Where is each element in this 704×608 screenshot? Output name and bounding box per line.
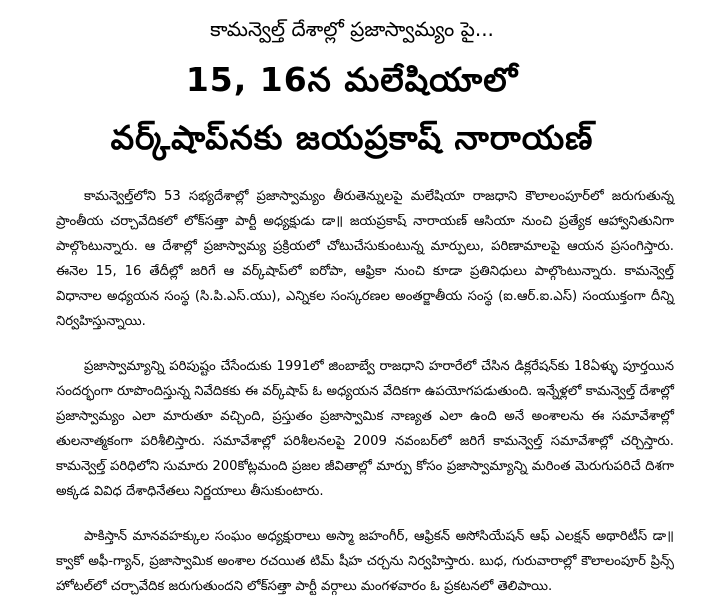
article-body bbox=[56, 184, 674, 599]
paragraph-3: పాకిస్తాన్ మానవహక్కుల సంఘం అధ్యక్షురాలు అస్మా జహంగీర్, ఆఫ్రికన్ అసోసియేషన్ ఆఫ్ ఎలక్షన్ అథారిటీస్ డా॥ క్వాకో అఫీ-గ్యాన్, ప్రజాస్వామిక అంశాల రచయిత టిమ్ షీహ చర్చను నిర్వహిస్తారు. బుధ, గురువారాల్లో కౌలాలంపూర్ ప్రిన్స్ హోటల్‌లో చర్చావేదిక జరుగుతుందని లోక్‌సత్తా పార్టీ వర్గాలు మంగళవారం ఓ ప్రకటనలో తెలిపాయి. bbox=[56, 529, 674, 594]
article-kicker: కామన్వెల్త్ దేశాల్లో ప్రజాస్వామ్యం పై... bbox=[210, 17, 494, 41]
headline-line-2: వర్క్‌షాప్‌నకు జయప్రకాష్ నారాయణ్ bbox=[110, 118, 594, 157]
paragraph-2: ప్రజాస్వామ్యాన్ని పరిపుష్టం చేసేందుకు 1991లో జింబాబ్వే రాజధాని హరారేలో చేసిన డిక్లరేషన్‌కు 18ఏళ్ళు పూర్తయిన సందర్భంగా రూపొందిస్తున్న నివేదికకు ఈ వర్క్‌షాప్ ఓ అధ్యయన వేదికగా ఉపయోగపడుతుంది. ఇన్నేళ్లలో కామన్వెల్త్ దేశాల్లో ప్రజాస్వామ్యం ఎలా మారుతూ వచ్చింది, ప్రస్తుతం ప్రజాస్వామిక నాణ్యత ఎలా ఉంది అనే అంశాలను ఈ సమావేశాల్లో తులనాత్మకంగా పరిశీలిస్తారు. సమావేశాల్లో పరిశీలనలపై 2009 నవంబర్‌లో జరిగే కామన్వెల్త్ సమావేశాల్లో చర్చిస్తారు. కామన్వెల్త్ పరిధిలోని సుమారు 200కోట్లమంది ప్రజల జీవితాల్లో మార్పు కోసం ప్రజాస్వామ్యాన్ని మరింత మెరుగుపరిచే దిశగా అక్కడ వివిధ దేశాధినేతలు నిర్ణయాలు తీసుకుంటారు. bbox=[56, 359, 674, 499]
paragraph-1: కామన్వెల్త్‌లోని 53 సభ్యదేశాల్లో ప్రజాస్వామ్యం తీరుతెన్నులపై మలేషియా రాజధాని కౌలాలంపూర్‌లో జరుగుతున్న ప్రాంతీయ చర్చావేదికలో లోక్‌సత్తా పార్టీ అధ్యక్షుడు డా॥ జయప్రకాష్ నారాయణ్ ఆసియా నుంచి ప్రత్యేక ఆహ్వానితునిగా పాల్గొంటున్నారు. ఆ దేశాల్లో ప్రజాస్వామ్య ప్రక్రియలో చోటుచేసుకుంటున్న మార్పులు, పరిణామాలపై ఆయన ప్రసంగిస్తారు. ఈనెల 15, 16 తేదీల్లో జరిగే ఆ వర్క్‌షాప్‌లో ఐరోపా, ఆఫ్రికా నుంచి కూడా ప్రతినిధులు పాల్గొంటున్నారు. కామన్వెల్త్ విధానాల అధ్యయన సంస్థ (సి.పి.ఎస్.యు), ఎన్నికల సంస్కరణల అంతర్జాతీయ సంస్థ (ఐ.ఆర్.ఐ.ఎస్) సంయుక్తంగా దీన్ని నిర్వహిస్తున్నాయి. bbox=[56, 189, 674, 329]
headline-line-1: 15, 16న మలేషియాలో bbox=[185, 60, 519, 99]
